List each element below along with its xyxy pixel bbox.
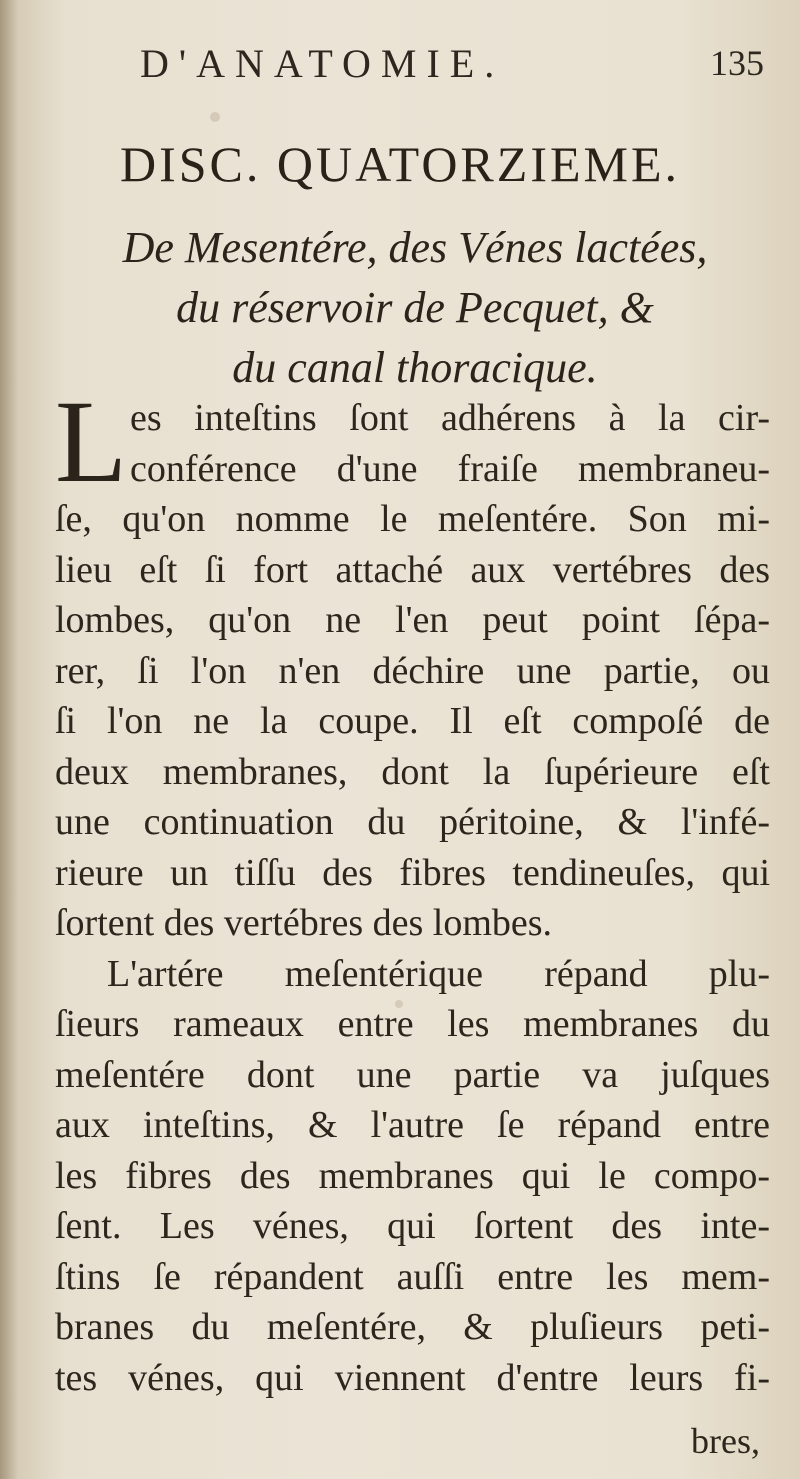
subtitle-line: du canal thoracique. (232, 343, 598, 392)
text-line: L'artére meſentérique répand plu- (107, 952, 770, 995)
text-line: ſieurs rameaux entre les membranes du (55, 1003, 770, 1045)
paper-stain (210, 112, 220, 122)
subtitle-line: De Mesentére, des Vénes lactées, (122, 223, 708, 272)
text-line: tes vénes, qui viennent d'entre leurs fi- (55, 1356, 770, 1399)
text-line: rieure un tiſſu des fibres tendineuſes, qui (55, 851, 770, 894)
text-line: lieu eſt ſi fort attaché aux vertébres des (55, 548, 770, 591)
running-title: D'ANATOMIE. (140, 41, 505, 86)
text-line: une continuation du péritoine, & l'infé- (55, 801, 770, 843)
text-line: es inteſtins ſont adhérens à la cir- (130, 397, 770, 439)
page-number: 135 (710, 43, 764, 83)
text-line: ſi l'on ne la coupe. Il eſt compoſé de (55, 700, 770, 742)
page-gutter-shadow (0, 0, 18, 1479)
text-line: ſe, qu'on nomme le meſentére. Son mi- (55, 498, 770, 540)
text-line: ſtins ſe répandent auſſi entre les mem- (55, 1255, 770, 1298)
text-line: branes du meſentére, & pluſieurs peti- (55, 1306, 770, 1348)
text-line: rer, ſi l'on n'en déchire une partie, ou (55, 649, 770, 692)
drop-cap: L (55, 376, 128, 507)
subtitle-line: du réservoir de Pecquet, & (176, 283, 654, 332)
text-line: aux inteſtins, & l'autre ſe répand entre (55, 1104, 770, 1146)
text-line: deux membranes, dont la ſupérieure eſt (55, 750, 770, 793)
body-text (55, 376, 770, 1403)
text-line: ſent. Les vénes, qui ſortent des inte- (55, 1205, 770, 1247)
chapter-heading: DISC. QUATORZIEME. (119, 136, 681, 192)
catchword: bres, (691, 1421, 760, 1461)
text-line: meſentére dont une partie va juſques (55, 1053, 770, 1096)
running-head (140, 40, 770, 100)
text-line: ſortent des vertébres des lombes. (55, 902, 553, 944)
chapter-subtitle (70, 218, 760, 398)
text-line: conférence d'une fraiſe membraneu- (130, 447, 770, 490)
text-line: les fibres des membranes qui le compo- (55, 1154, 770, 1197)
text-line: lombes, qu'on ne l'en peut point ſépa- (55, 599, 770, 641)
